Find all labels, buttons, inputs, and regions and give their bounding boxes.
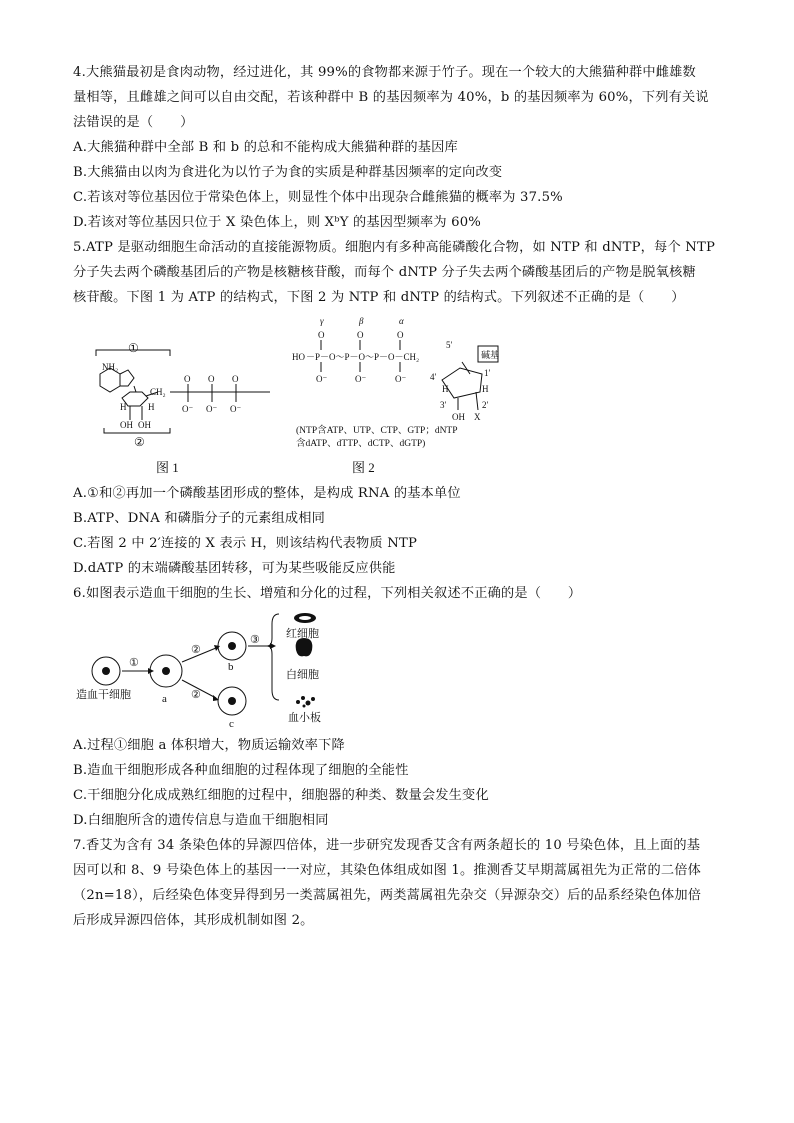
o-top-3: O [232, 374, 239, 384]
q5-option-a: A.①和②再加一个磷酸基团形成的整体，是构成 RNA 的基本单位 [73, 486, 461, 501]
prime2-label: 2′ [482, 400, 489, 410]
q4-option-b: B.大熊猫由以肉为食进化为以竹子为食的实质是种群基因频率的定向改变 [73, 165, 503, 180]
circle-2-label: ② [134, 435, 145, 449]
step-1-label: ① [129, 657, 139, 669]
x-label: X [474, 412, 481, 422]
o-minus-2: O⁻ [206, 404, 218, 414]
q5-stem-line-2: 分子失去两个磷酸基团后的产物是核糖核苷酸，而每个 dNTP 分子失去两个磷酸基团后的产物是脱氧核糖 [73, 265, 696, 280]
cell-c-nucleus [228, 697, 236, 705]
ch2-label: CH₂ [150, 387, 166, 397]
q5-stem-line-1: 5.ATP 是驱动细胞生命活动的直接能源物质。细胞内有多种高能磷酸化合物，如 NTP 和 dNTP，每个 NTP [73, 240, 716, 255]
q7-stem-line-2: 因可以和 8、9 号染色体上的基因一一对应，其染色体组成如图 1。推测香艾早期蒿属祖先为正常的二倍体 [73, 863, 701, 878]
platelet-icon [296, 700, 300, 704]
ntp-note-line-2: 含dATP、dTTP、dCTP、dGTP) [296, 439, 426, 449]
q6-option-b: B.造血干细胞形成各种血细胞的过程体现了细胞的全能性 [73, 763, 409, 778]
label-a: a [162, 693, 167, 705]
stem-cell-label: 造血干细胞 [76, 689, 131, 701]
q4-option-a: A.大熊猫种群中全部 B 和 b 的总和不能构成大熊猫种群的基因库 [73, 140, 458, 155]
platelet-label: 血小板 [288, 712, 321, 724]
prime4-label: 4′ [430, 372, 437, 382]
q6-option-d: D.白细胞所含的遗传信息与造血干细胞相同 [73, 813, 329, 828]
nh2-label: NH₂ [102, 362, 119, 372]
oh-label-3: OH [452, 412, 465, 422]
fig1-caption: 图 1 [156, 460, 179, 475]
circle-1-label: ① [128, 341, 139, 355]
o-minus-5: O⁻ [355, 374, 367, 384]
o-minus-1: O⁻ [182, 404, 194, 414]
q6-option-c: C.干细胞分化成成熟红细胞的过程中，细胞器的种类、数量会发生变化 [73, 788, 489, 803]
q7-stem-line-1: 7.香艾为含有 34 条染色体的异源四倍体，进一步研究发现香艾含有两条超长的 10 号染色体，且上面的基 [73, 838, 701, 853]
o-minus-3: O⁻ [230, 404, 242, 414]
q6-option-a: A.过程①细胞 a 体积增大，物质运输效率下降 [73, 738, 345, 753]
ntp-note-line-1: (NTP含ATP、UTP、CTP、GTP；dNTP [296, 426, 458, 436]
q7-stem-line-3: （2n=18），后经染色体变异得到另一类蒿属祖先，两类蒿属祖先杂交（异源杂交）后的品系经染色体加倍 [73, 888, 702, 903]
q6-stem-line-1: 6.如图表示造血干细胞的生长、增殖和分化的过程，下列相关叙述不正确的是（ ） [73, 586, 582, 601]
o-minus-6: O⁻ [395, 374, 407, 384]
step-2b-label: ② [191, 689, 201, 701]
q7-stem-line-4: 后形成异源四倍体，其形成机制如图 2。 [73, 913, 314, 928]
base-label: 碱基 [481, 350, 500, 360]
wbc-label: 白细胞 [286, 669, 319, 681]
gamma-label: γ [320, 316, 324, 326]
prime3-label: 3′ [440, 400, 447, 410]
beta-label: β [359, 316, 364, 326]
ho-label: HO [292, 352, 305, 362]
h-label-2: H [148, 402, 155, 412]
fig2-caption: 图 2 [352, 460, 375, 475]
o-top-4: O [318, 330, 325, 340]
label-b: b [228, 661, 234, 673]
o-top-5: O [357, 330, 364, 340]
prime1-label: 1′ [484, 368, 491, 378]
q6-figure [74, 608, 354, 734]
q4-stem-line-1: 4.大熊猫最初是食肉动物，经过进化，其 99%的食物都来源于竹子。现在一个较大的大熊猫种群中雌雄数 [73, 65, 696, 80]
q5-stem-line-3: 核苷酸。下图 1 为 ATP 的结构式，下图 2 为 NTP 和 dNTP 的结构式。下列叙述不正确的是（ ） [73, 290, 685, 305]
oh-label-2: OH [138, 420, 151, 430]
q5-option-c: C.若图 2 中 2′连接的 X 表示 H，则该结构代表物质 NTP [73, 536, 418, 551]
rbc-label: 红细胞 [286, 628, 319, 640]
o-top-1: O [184, 374, 191, 384]
prime5-label: 5′ [446, 340, 453, 350]
label-c: c [229, 718, 234, 730]
phosphate-chain: －P－O～P－O～P－O－CH₂ [306, 352, 420, 362]
step-2a-label: ② [191, 644, 201, 656]
o-minus-4: O⁻ [316, 374, 328, 384]
q4-option-d: D.若该对等位基因只位于 X 染色体上，则 XᵇY 的基因型频率为 60% [73, 215, 482, 230]
q4-option-c: C.若该对等位基因位于常染色体上，则显性个体中出现杂合雌熊猫的概率为 37.5% [73, 190, 563, 205]
h-label-3: H [442, 384, 449, 394]
o-top-6: O [397, 330, 404, 340]
q5-option-d: D.dATP 的末端磷酸基团转移，可为某些吸能反应供能 [73, 561, 396, 576]
q5-option-b: B.ATP、DNA 和磷脂分子的元素组成相同 [73, 511, 326, 526]
h-label-4: H [482, 384, 489, 394]
q5-figure [70, 312, 500, 482]
q4-stem-line-3: 法错误的是（ ） [73, 115, 194, 130]
alpha-label: α [399, 316, 404, 326]
oh-label-1: OH [120, 420, 133, 430]
stem-cell-nucleus [102, 667, 110, 675]
cell-b-nucleus [228, 642, 236, 650]
h-label-1: H [120, 402, 127, 412]
cell-a-nucleus [162, 667, 170, 675]
step-3-label: ③ [250, 634, 260, 646]
o-top-2: O [208, 374, 215, 384]
white-blood-cell-icon [296, 638, 313, 656]
q4-stem-line-2: 量相等，且雌雄之间可以自由交配，若该种群中 B 的基因频率为 40%，b 的基因频率为 60%，下列有关说 [73, 90, 709, 105]
